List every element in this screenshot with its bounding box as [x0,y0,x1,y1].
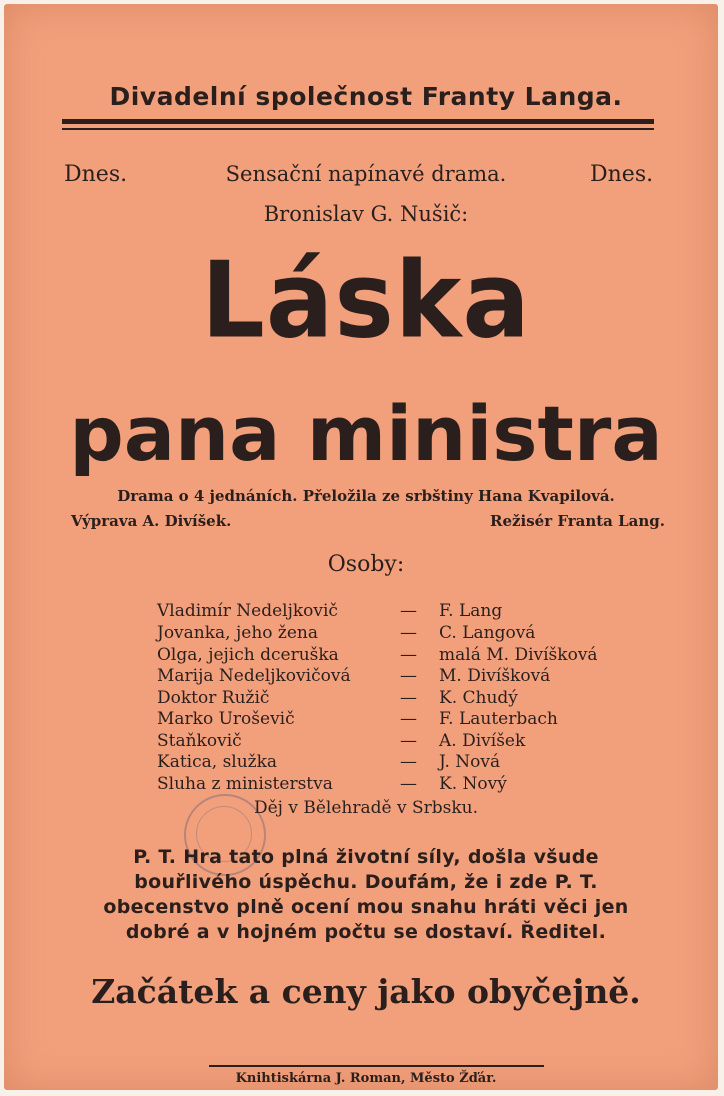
cast-row [4,774,724,796]
cast-dash: — [400,645,417,665]
cast-dash: — [400,731,417,751]
poster-sheet [4,4,718,1090]
cast-dash: — [400,623,417,643]
company-name: Divadelní společnost Franty Langa. [109,82,623,111]
cast-role: Staňkovič [157,731,242,751]
cast-actor: malá M. Divíšková [439,645,598,665]
setting-line: Děj v Bělehradě v Srbsku. [253,798,479,818]
cast-role: Olga, jejich dceruška [157,645,339,665]
director-credit: Režisér Franta Lang. [490,512,666,530]
scenery-credit: Výprava A. Divíšek. [71,512,232,530]
footer-rule [209,1065,544,1067]
cast-role: Doktor Ružič [157,688,270,708]
note-line: P. T. Hra tato plná životní síly, došla všude [133,846,599,868]
play-subtitle: Drama o 4 jednáních. Přeložila ze srbštiny Hana Kvapilová. [117,487,615,505]
header-rule-thin [62,128,654,130]
cast-row [4,666,724,688]
cast-row [4,601,724,623]
cast-heading: Osoby: [327,552,405,577]
cast-role: Vladimír Nedeljkovič [157,601,338,621]
cast-row [4,752,724,774]
cast-row [4,731,724,753]
today-label-left: Dnes. [64,162,128,187]
cast-role: Sluha z ministerstva [157,774,333,794]
start-and-prices-note: Začátek a ceny jako obyčejně. [91,972,641,1011]
cast-actor: K. Chudý [439,688,518,708]
genre-line: Sensační napínavé drama. [225,162,507,186]
author-line: Bronislav G. Nušič: [263,202,469,226]
cast-row [4,623,724,645]
cast-dash: — [400,601,417,621]
cast-dash: — [400,688,417,708]
note-line: obecenstvo plně ocení mou snahu hráti věci jen [103,896,629,918]
cast-actor: M. Divíšková [439,666,551,686]
cast-row [4,645,724,667]
cast-dash: — [400,774,417,794]
today-label-right: Dnes. [590,162,654,187]
cast-dash: — [400,666,417,686]
cast-actor: F. Lang [439,601,503,621]
cast-row [4,709,724,731]
play-title-line-1: Láska [201,239,531,362]
cast-row [4,688,724,710]
cast-actor: K. Nový [439,774,507,794]
cast-dash: — [400,709,417,729]
cast-role: Marija Nedeljkovičová [157,666,351,686]
cast-role: Jovanka, jeho žena [157,623,319,643]
note-line: dobré a v hojném počtu se dostaví. Ředitel. [125,921,607,943]
header-rule-thick [62,119,654,124]
cast-role: Marko Uroševič [157,709,295,729]
cast-role: Katica, služka [157,752,278,772]
cast-dash: — [400,752,417,772]
cast-actor: A. Divíšek [439,731,526,751]
cast-actor: J. Nová [439,752,501,772]
cast-actor: C. Langová [439,623,536,643]
printer-imprint: Knihtiskárna J. Roman, Město Žďár. [235,1071,497,1086]
cast-actor: F. Lauterbach [439,709,558,729]
play-title-line-2: pana ministra [69,389,663,478]
note-line: bouřlivého úspěchu. Doufám, že i zde P. T. [134,871,598,893]
